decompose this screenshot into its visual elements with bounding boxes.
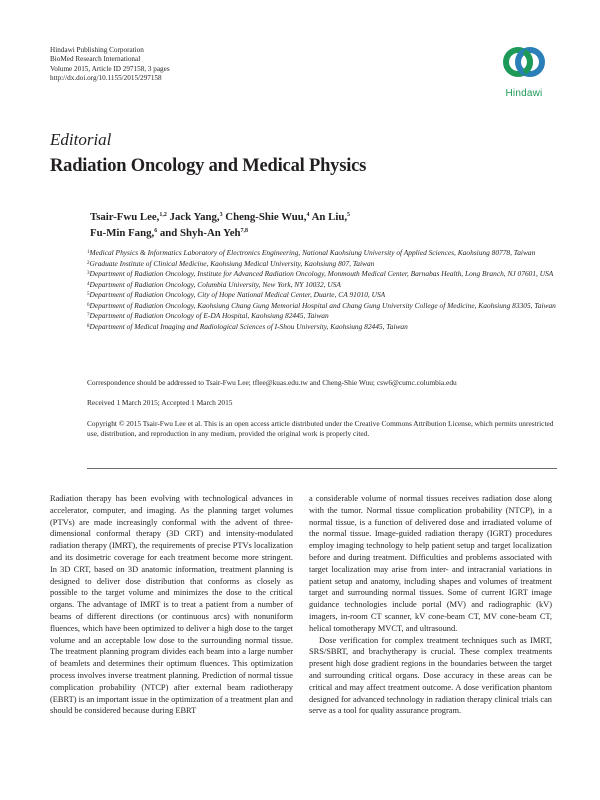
journal-name: BioMed Research International	[50, 55, 141, 64]
author-name: Jack Yang,	[169, 211, 220, 223]
affiliation-number: 2	[87, 260, 90, 266]
affiliation-number: 3	[87, 271, 90, 276]
author-affiliation-ref: 4	[306, 212, 310, 218]
affiliation-item	[87, 269, 557, 280]
author-affiliation-ref: 6	[154, 228, 158, 234]
affiliation-number: 1	[87, 250, 90, 255]
affiliation-text: Department of Radiation Oncology, Kaohsiung Chang Gung Memorial Hospital and Chang Gung University College of Medicine, Kaohsiung 83305, Taiwan	[89, 300, 556, 310]
affiliation-text: Department of Radiation Oncology of E-DA Hospital, Kaohsiung 82445, Taiwan	[89, 311, 329, 320]
copyright-notice: Copyright © 2015 Tsair-Fwu Lee et al. This is an open access article distributed under the Creative Commons Attribution License, which permits unrestricted use, distribution, and reproduction in any medium, provided the original work is properly cited.	[87, 419, 554, 439]
author-line	[90, 208, 350, 224]
affiliation-item	[87, 322, 557, 333]
affiliation-number: 5	[87, 292, 90, 297]
affiliation-item	[87, 311, 557, 322]
affiliation-text: Medical Physics & Informatics Laboratory of Electronics Engineering, National Kaohsiung University of Applied Sciences, Kaohsiung 80778, Taiwan	[89, 248, 536, 257]
section-label: Editorial	[50, 130, 112, 149]
logo-text: Hindawi	[505, 88, 543, 99]
received-accepted-dates: Received 1 March 2015; Accepted 1 March 2015	[87, 398, 233, 407]
affiliation-item	[87, 290, 557, 301]
author-name: Tsair-Fwu Lee,	[90, 211, 160, 223]
article-title: Radiation Oncology and Medical Physics	[50, 156, 367, 176]
affiliation-text: Department of Radiation Oncology, City of Hope National Medical Center, Duarte, CA 91010, USA	[89, 290, 386, 299]
affiliation-text: Graduate Institute of Clinical Medicine, Kaohsiung Medical University, Kaohsiung 807, Taiwan	[89, 258, 375, 268]
body-paragraph: a considerable volume of normal tissues receives radiation dose along with the tumor. Normal tissue complication probability (NTCP), in a normal tissue, is a function of delivered dose and irradiated volume of the normal tissue. Image-guided radiation therapy (IGRT) procedures employ imaging technology to help patient setup and target localization before and during treatment. Difficulties and problems associated with target localization may arise from inter- and intracranial variations in patient setup and anatomy, including shapes and volumes of treatment target and surrounding normal tissues. Some of current IGRT image guidance technologies include portal (MV) and radiographic (kV) imagers, in-room CT scanner, kV cone-beam CT, MV cone-beam CT, helical tomotherapy MVCT, and ultrasound.	[309, 494, 552, 633]
affiliation-number: 4	[87, 281, 90, 287]
author-affiliation-ref: 3	[219, 212, 223, 218]
affiliation-text: Department of Radiation Oncology, Institute for Advanced Radiation Oncology, Monmouth Medical Center, Barnabas Health, Long Branch, NJ 07601, USA	[89, 269, 554, 278]
volume-info: Volume 2015, Article ID 297158, 3 pages	[50, 64, 170, 73]
affiliation-text: Department of Medical Imaging and Radiological Sciences of I-Shou University, Kaohsiung 82445, Taiwan	[89, 321, 408, 331]
affiliation-list	[87, 248, 557, 332]
affiliation-number: 6	[87, 302, 90, 308]
author-name: An Liu,	[311, 211, 348, 223]
author-affiliation-ref: 7,8	[240, 228, 249, 234]
affiliation-text: Department of Radiation Oncology, Columbia University, New York, NY 10032, USA	[89, 279, 341, 289]
affiliation-item	[87, 280, 557, 291]
body-paragraph: Dose verification for complex treatment techniques such as IMRT, SRS/SBRT, and brachytherapy is crucial. These complex treatments present high dose gradient regions in the boundaries between the target and surrounding critical organs. Dose accuracy in these areas can be critical and may affect treatment outcome. A dose verification phantom designed for advanced technology in radiation therapy clinical trials can serve as a tool for quality assurance program.	[309, 635, 552, 716]
hindawi-logo-icon	[496, 42, 552, 82]
affiliation-number: 7	[87, 313, 90, 318]
author-name: Cheng-Shie Wuu,	[225, 211, 307, 223]
doi-link[interactable]: http://dx.doi.org/10.1155/2015/297158	[50, 74, 162, 83]
author-affiliation-ref: 5	[347, 212, 351, 218]
author-affiliation-ref: 1,2	[159, 212, 167, 218]
author-name: and Shyh-An Yeh	[159, 227, 241, 239]
publication-info	[50, 46, 170, 84]
affiliation-number: 8	[87, 323, 90, 329]
hindawi-logo	[496, 42, 552, 99]
affiliation-item	[87, 248, 557, 259]
body-paragraph: Radiation therapy has been evolving with technological advances in accelerator, computer, and imaging. As the planning target volumes (PTVs) are made increasingly conformal with the advent of three-dimensional conformal therapy (3D CRT) and intensity-modulated radiation therapy (IMRT), the requirements of precise PTVs localization and its dosimetric coverage for each treatment become more stringent. In 3D CRT, based on 3D anatomic information, treatment planning is designed to deliver dose distribution that conforms as closely as possible to the target volume and minimizes the dose to the critical organs. The advantage of IMRT is to treat a patient from a number of beams of different directions (or continuous arcs) with nonuniform fluences, which have been optimized to deliver a high dose to the target volume and an acceptable low dose to the surrounding normal tissue. The treatment planning program divides each beam into a large number of beamlets and determines their optimum fluences. This optimization process involves inverse treatment planning. Prediction of normal tissue complication probability (NTCP) after external beam radiotherapy (EBRT) is an important issue in the optimization of a treatment plan and should be considered because during EBRT	[50, 494, 293, 716]
author-name: Fu-Min Fang,	[90, 227, 155, 239]
body-column-right	[309, 493, 552, 717]
affiliation-item	[87, 259, 557, 270]
section-divider	[87, 468, 557, 469]
correspondence-note: Correspondence should be addressed to Tsair-Fwu Lee; tflee@kuas.edu.tw and Cheng-Shie Wuu; csw6@cumc.columbia.edu	[87, 378, 457, 387]
author-line	[90, 224, 350, 240]
affiliation-item	[87, 301, 557, 312]
body-column-left	[50, 493, 293, 717]
publisher-name: Hindawi Publishing Corporation	[50, 46, 144, 54]
author-list	[90, 208, 350, 240]
